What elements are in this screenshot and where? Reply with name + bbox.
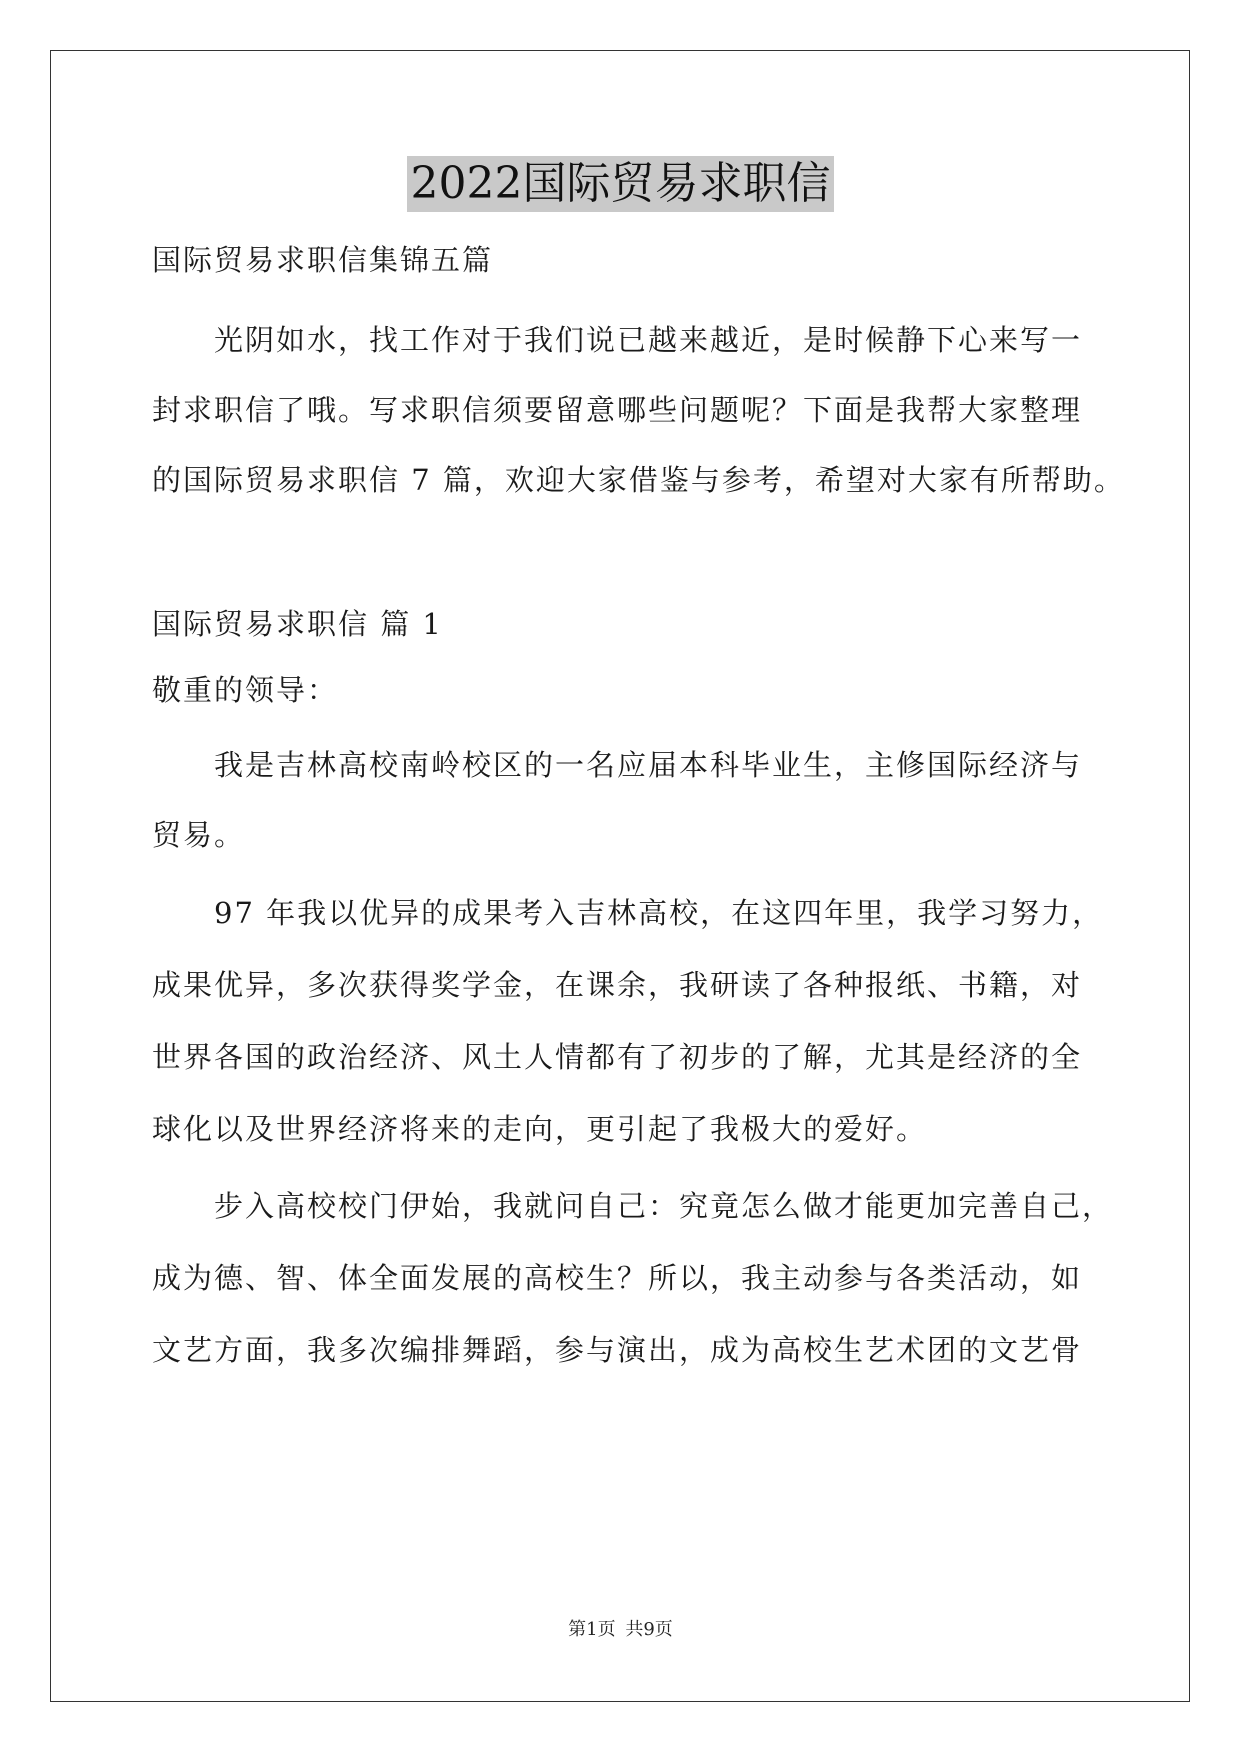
page-number: 第1页 <box>568 1619 616 1640</box>
subtitle-line: 国际贸易求职信集锦五篇 <box>152 243 494 277</box>
paragraph-line: 的国际贸易求职信 7 篇，欢迎大家借鉴与参考，希望对大家有所帮助。 <box>152 463 1125 497</box>
paragraph-line: 97 年我以优异的成果考入吉林高校，在这四年里，我学习努力， <box>214 896 1104 930</box>
document-title: 2022国际贸易求职信 <box>407 156 835 212</box>
paragraph-line: 成果优异，多次获得奖学金，在课余，我研读了各种报纸、书籍，对 <box>152 968 1083 1002</box>
paragraph-line: 成为德、智、体全面发展的高校生？所以，我主动参与各类活动，如 <box>152 1261 1083 1295</box>
paragraph-line: 世界各国的政治经济、风土人情都有了初步的了解，尤其是经济的全 <box>152 1040 1083 1074</box>
salutation: 敬重的领导： <box>152 673 339 707</box>
paragraph-line: 光阴如水，找工作对于我们说已越来越近，是时候静下心来写一 <box>214 323 1083 357</box>
paragraph-line: 文艺方面，我多次编排舞蹈，参与演出，成为高校生艺术团的文艺骨 <box>152 1333 1083 1367</box>
page-footer <box>0 1618 1241 1642</box>
page-border <box>50 50 1190 1702</box>
paragraph-line: 球化以及世界经济将来的走向，更引起了我极大的爱好。 <box>152 1112 928 1146</box>
title-container <box>0 156 1241 212</box>
section-heading: 国际贸易求职信 篇 1 <box>152 607 443 641</box>
paragraph-line: 封求职信了哦。写求职信须要留意哪些问题呢？下面是我帮大家整理 <box>152 393 1083 427</box>
paragraph-line: 贸易。 <box>152 818 246 852</box>
page-total: 共9页 <box>625 1619 673 1640</box>
paragraph-line: 步入高校校门伊始，我就问自己：究竟怎么做才能更加完善自己， <box>214 1189 1114 1223</box>
paragraph-line: 我是吉林高校南岭校区的一名应届本科毕业生，主修国际经济与 <box>214 748 1083 782</box>
